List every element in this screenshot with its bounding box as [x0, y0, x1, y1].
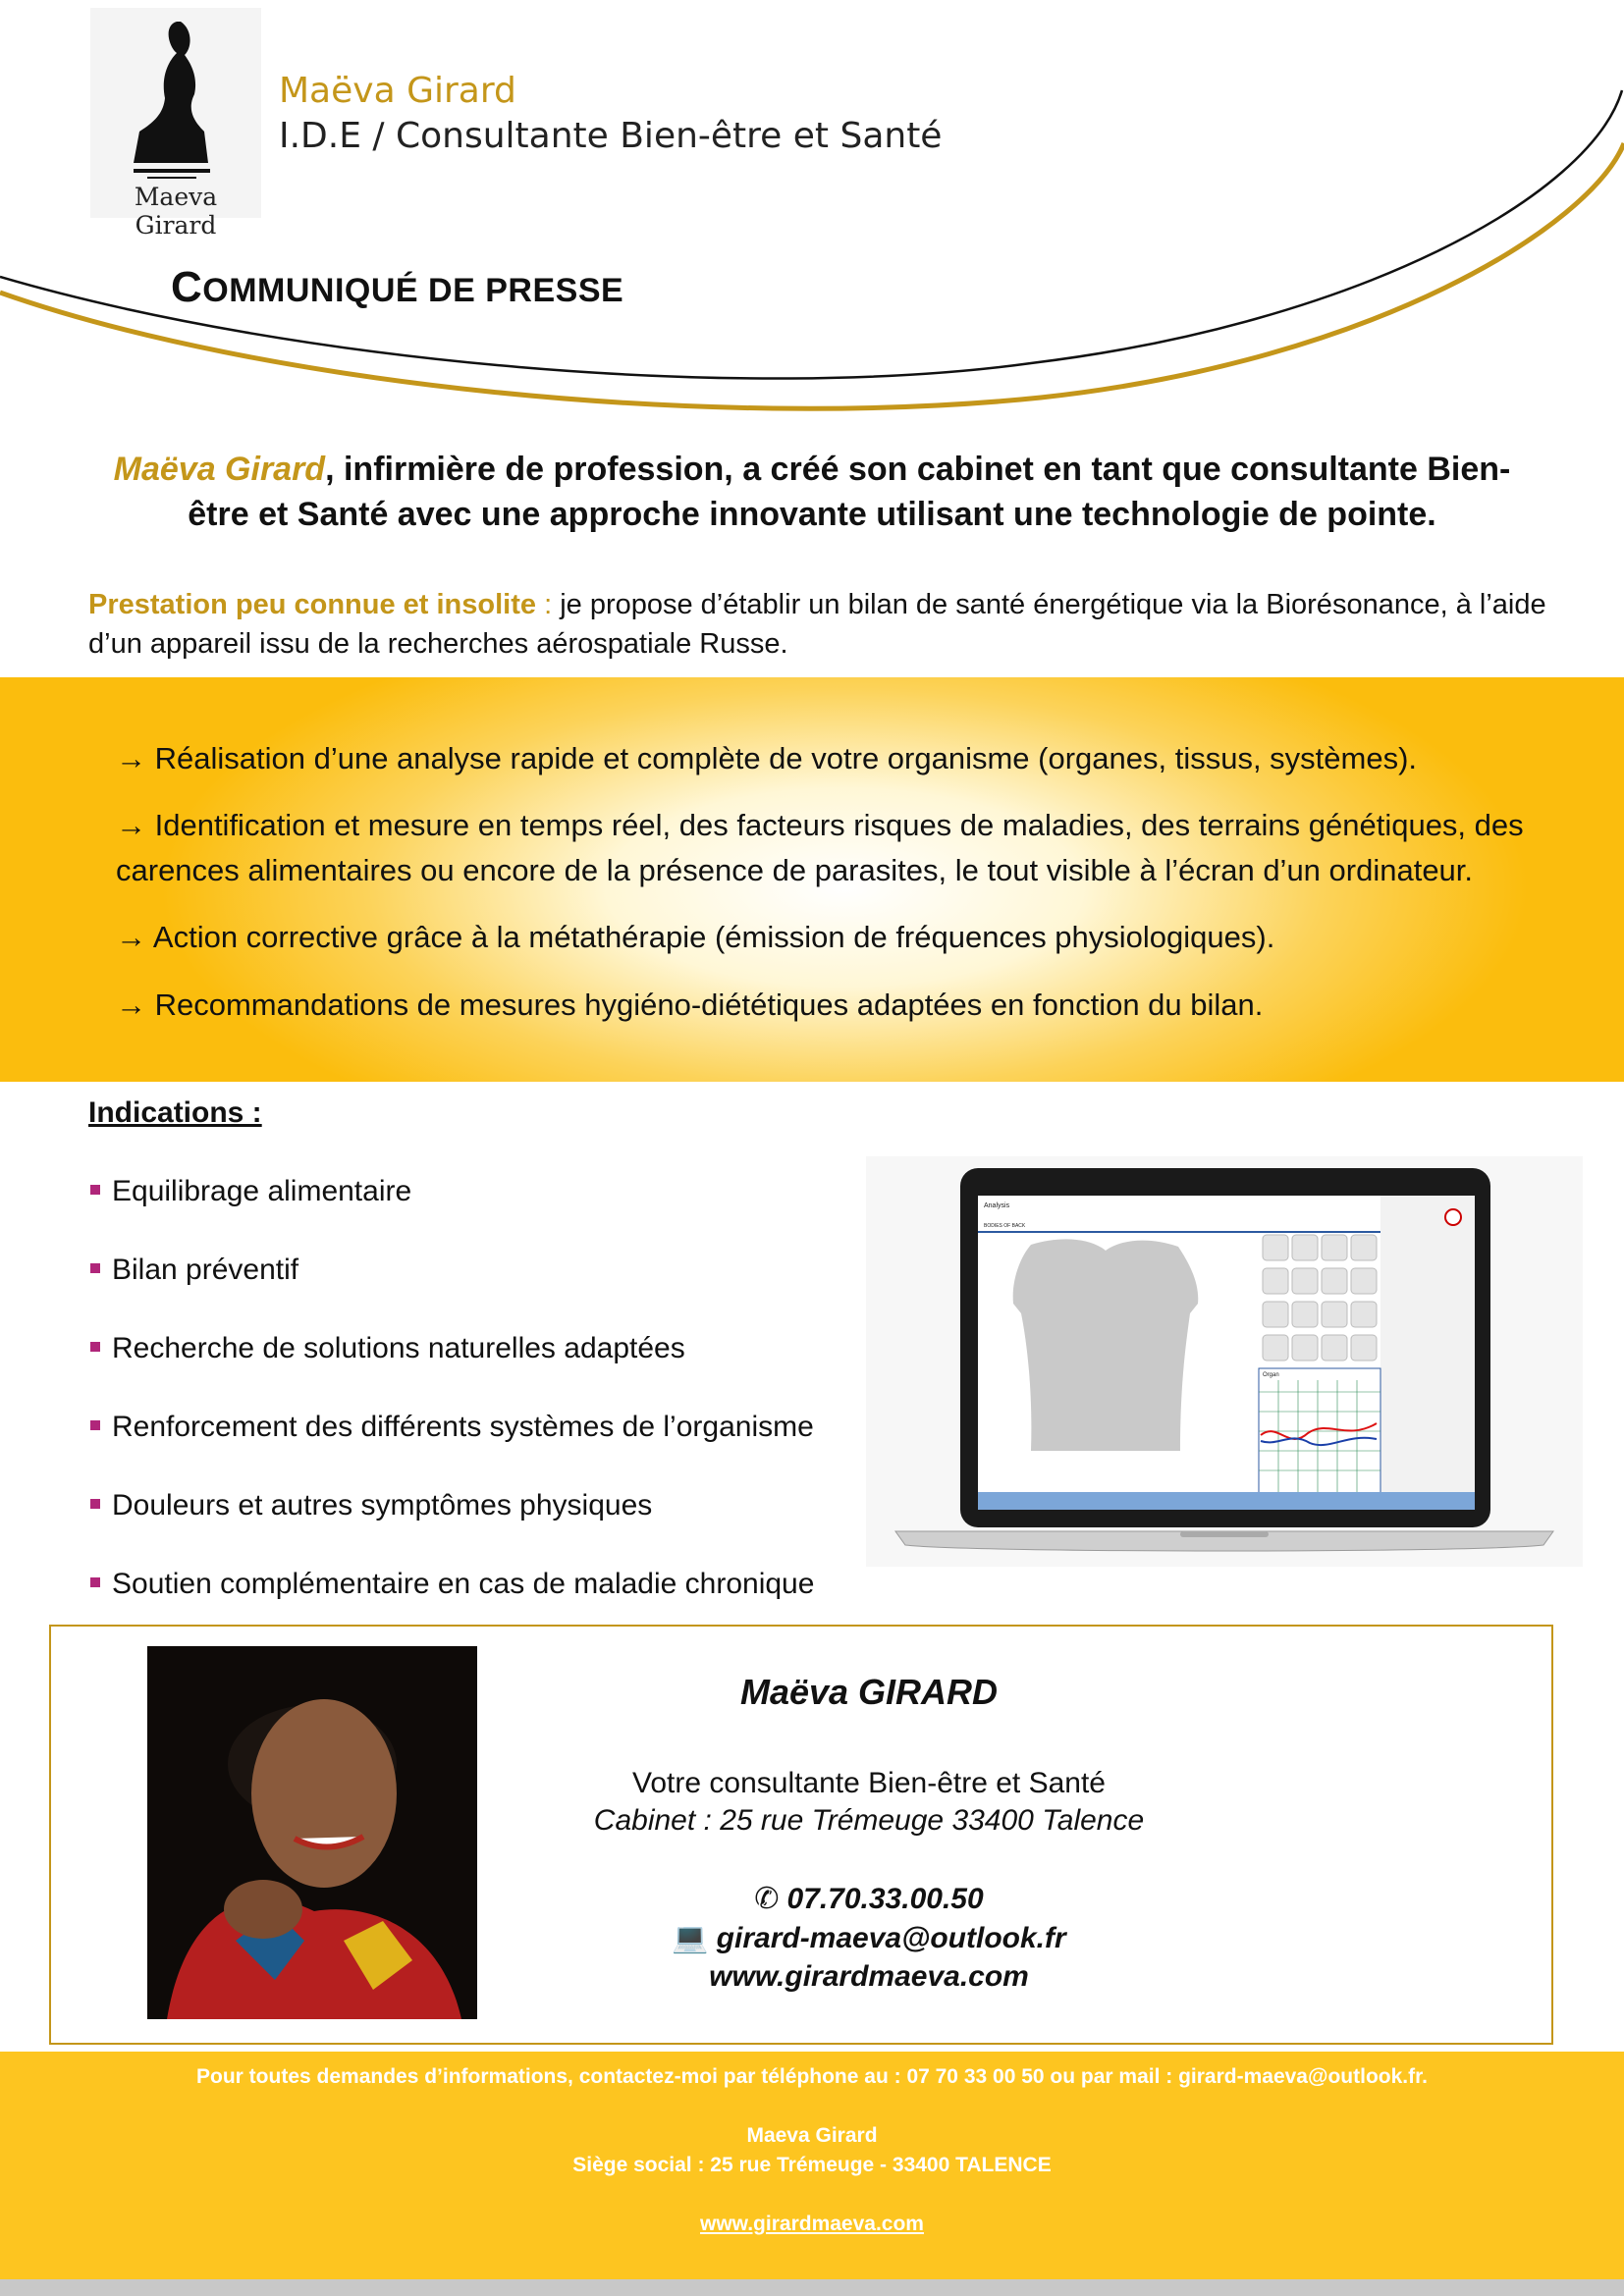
email-address: girard-maeva@outlook.fr: [716, 1922, 1066, 1954]
bullet-icon: [90, 1499, 100, 1509]
footer-info: Pour toutes demandes d’informations, contactez-moi par téléphone au : 07 70 33 00 50 ou par mail : girard-maeva@outlook.fr.: [196, 2065, 1428, 2088]
phone-number: 07.70.33.00.50: [786, 1883, 984, 1915]
logo-caption: Maeva Girard: [134, 183, 218, 240]
contact-name: Maëva GIRARD: [739, 1672, 999, 1712]
indication-label: Equilibrage alimentaire: [112, 1175, 412, 1207]
intro-highlight-name: Maëva Girard: [113, 451, 326, 488]
press-title-initial: C: [171, 263, 203, 311]
indications-title: Indications :: [88, 1096, 262, 1129]
contact-address: Cabinet : 25 rue Trémeuge 33400 Talence: [593, 1804, 1145, 1837]
portrait-photo: [147, 1646, 477, 2019]
press-release-title: [171, 263, 623, 312]
bullet-icon: [90, 1263, 100, 1273]
portrait-illustration: [147, 1646, 477, 2019]
indication-item: [90, 1489, 652, 1522]
phone-icon: ✆: [754, 1883, 780, 1915]
laptop-illustration: [866, 1156, 1583, 1567]
bullet-icon: [90, 1342, 100, 1352]
logo-figure-icon: [90, 8, 261, 185]
bottom-strip: [0, 2279, 1624, 2296]
laptop-window-title: Analysis: [984, 1202, 1010, 1209]
service-item: → Action corrective grâce à la métathérapie (émission de fréquences physiologiques).: [116, 920, 1275, 954]
intro-text: , infirmière de profession, a créé son cabinet en tant que consultante Bien-être et Santé avec une approche innovante utilisant une technologie de pointe.: [188, 451, 1511, 533]
footer-address: Siège social : 25 rue Trémeuge - 33400 TALENCE: [572, 2154, 1052, 2176]
laptop-chart-label: Organ: [1263, 1372, 1279, 1378]
footer-website-link[interactable]: www.girardmaeva.com: [700, 2213, 924, 2235]
service-item: → Réalisation d’une analyse rapide et complète de votre organisme (organes, tissus, systèmes).: [116, 741, 1418, 775]
computer-icon: 💻: [672, 1922, 709, 1954]
indication-label: Douleurs et autres symptômes physiques: [112, 1489, 653, 1522]
prestation-text: je propose d’établir un bilan de santé énergétique via la Biorésonance, à l’aide d’un appareil issu de la recherches aérospatiale Russe.: [88, 589, 1546, 660]
contact-email[interactable]: [530, 1921, 1208, 1955]
indication-label: Recherche de solutions naturelles adaptées: [112, 1332, 685, 1364]
contact-role: Votre consultante Bien-être et Santé: [632, 1767, 1106, 1799]
prestation-separator: :: [536, 589, 561, 620]
footer-name: Maeva Girard: [746, 2124, 878, 2147]
intro-paragraph: [88, 447, 1536, 537]
indication-item: [90, 1332, 685, 1365]
indication-item: [90, 1175, 411, 1208]
prestation-paragraph: [88, 585, 1561, 664]
press-title-rest: OMMUNIQUÉ DE PRESSE: [202, 272, 624, 309]
indication-item: [90, 1411, 814, 1444]
header-subtitle: I.D.E / Consultante Bien-être et Santé: [279, 116, 943, 156]
indication-label: Soutien complémentaire en cas de maladie chronique: [112, 1568, 815, 1600]
prestation-label: Prestation peu connue et insolite: [88, 589, 537, 620]
bullet-icon: [90, 1577, 100, 1587]
contact-phone[interactable]: [530, 1882, 1208, 1916]
service-item: → Identification et mesure en temps réel, des facteurs risques de maladies, des terrains génétiques, des carences alimentaires ou encore de la présence de parasites, le tout visible à l’écran d’un ordinateur.: [116, 808, 1524, 887]
header-name: Maëva Girard: [279, 71, 516, 111]
laptop-panel-label: BODIES OF BACK: [984, 1223, 1026, 1229]
indication-item: [90, 1568, 814, 1601]
bullet-icon: [90, 1420, 100, 1430]
indication-item: [90, 1254, 298, 1287]
laptop-image: [866, 1156, 1583, 1567]
bullet-icon: [90, 1185, 100, 1195]
contact-website[interactable]: www.girardmaeva.com: [709, 1960, 1029, 1993]
indication-label: Bilan préventif: [112, 1254, 299, 1286]
service-item: → Recommandations de mesures hygiéno-diététiques adaptées en fonction du bilan.: [116, 988, 1264, 1022]
indication-label: Renforcement des différents systèmes de l’organisme: [112, 1411, 814, 1443]
